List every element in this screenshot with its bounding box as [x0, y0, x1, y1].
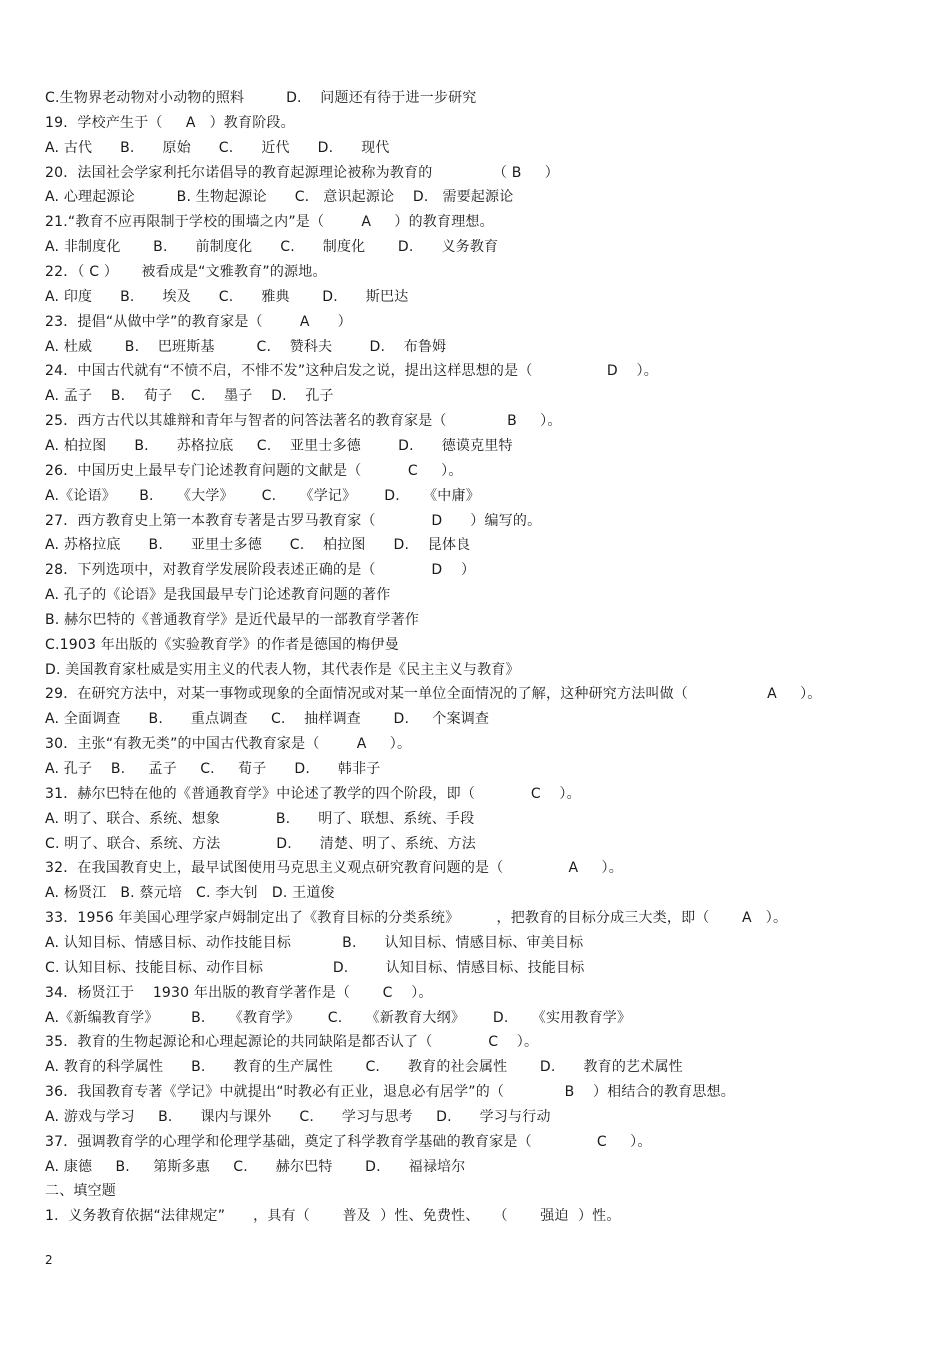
text-line: A. 全面调查 B. 重点调查 C. 抽样调查 D. 个案调查	[45, 711, 490, 728]
text-line: 二、填空题	[45, 1183, 116, 1200]
text-line: A. 古代 B. 原始 C. 近代 D. 现代	[45, 139, 390, 156]
text-line: A. 非制度化 B. 前制度化 C. 制度化 D. 义务教育	[45, 239, 499, 256]
text-line: A.《论语》 B. 《大学》 C. 《学记》 D. 《中庸》	[45, 487, 480, 504]
text-line: 28．下列选项中，对教育学发展阶段表述正确的是（ D ）	[45, 562, 476, 579]
text-line: 25．西方古代以其雄辩和青年与智者的问答法著名的教育家是（ B ）。	[45, 413, 562, 430]
text-line: 31．赫尔巴特在他的《普通教育学》中论述了教学的四个阶段，即（ C ）。	[45, 785, 581, 802]
text-line: 23．提倡“从做中学”的教育家是（ A ）	[45, 313, 352, 330]
text-line: 34．杨贤江于 1930 年出版的教育学著作是（ C ）。	[45, 984, 433, 1001]
text-line: A. 心理起源论 B. 生物起源论 C. 意识起源论 D. 需要起源论	[45, 189, 514, 206]
text-line: 24．中国古代就有“不愤不启，不悱不发”这种启发之说，提出这样思想的是（ D ）。	[45, 363, 658, 380]
text-line: C. 明了、联合、系统、方法 D. 清楚、明了、系统、方法	[45, 835, 477, 852]
text-line: C. 认知目标、技能目标、动作目标 D. 认知目标、情感目标、技能目标	[45, 959, 585, 976]
text-line: A. 印度 B. 埃及 C. 雅典 D. 斯巴达	[45, 288, 409, 305]
text-line: 32．在我国教育史上，最早试图使用马克思主义观点研究教育问题的是（ A ）。	[45, 860, 623, 877]
text-line: 19．学校产生于（ A ）教育阶段。	[45, 114, 295, 131]
text-line: A. 孟子 B. 荀子 C. 墨子 D. 孔子	[45, 388, 334, 405]
text-line: D. 美国教育家杜威是实用主义的代表人物，其代表作是《民主主义与教育》	[45, 661, 520, 678]
text-line: A. 康德 B. 第斯多惠 C. 赫尔巴特 D. 福禄培尔	[45, 1158, 466, 1175]
text-line: A. 苏格拉底 B. 亚里士多德 C. 柏拉图 D. 昆体良	[45, 537, 471, 554]
text-line: 21.“教育不应再限制于学校的围墙之内”是（ A ）的教育理想。	[45, 214, 494, 231]
text-line: A. 杨贤江 B. 蔡元培 C. 李大钊 D. 王道俊	[45, 885, 335, 902]
text-line: 30．主张“有教无类”的中国古代教育家是（ A ）。	[45, 736, 412, 753]
text-line: 37．强调教育学的心理学和伦理学基础，奠定了科学教育学基础的教育家是（ C ）。	[45, 1133, 652, 1150]
text-line: A. 孔子的《论语》是我国最早专门论述教育问题的著作	[45, 587, 391, 603]
text-line: C.生物界老动物对小动物的照料 D. 问题还有待于进一步研究	[45, 90, 477, 106]
text-line: A. 柏拉图 B. 苏格拉底 C. 亚里士多德 D. 德谟克里特	[45, 437, 513, 454]
text-line: 22．（ C ） 被看成是“文雅教育”的源地。	[45, 264, 327, 280]
text-line: 35．教育的生物起源论和心理起源论的共同缺陷是都否认了（ C ）。	[45, 1034, 539, 1051]
text-line: 1．义务教育依据“法律规定” ，具有（ 普及 ）性、免费性、 （ 强迫 ）性。	[45, 1208, 621, 1225]
text-line: A. 孔子 B. 孟子 C. 荀子 D. 韩非子	[45, 761, 381, 777]
text-line: 26．中国历史上最早专门论述教育问题的文献是（ C ）。	[45, 462, 463, 479]
text-line: A. 教育的科学属性 B. 教育的生产属性 C. 教育的社会属性 D. 教育的艺术属性	[45, 1059, 683, 1076]
text-line: A. 游戏与学习 B. 课内与课外 C. 学习与思考 D. 学习与行动	[45, 1108, 551, 1125]
text-line: A.《新编教育学》 B. 《教育学》 C. 《新教育大纲》 D. 《实用教育学》	[45, 1009, 632, 1026]
text-line: A. 明了、联合、系统、想象 B. 明了、联想、系统、手段	[45, 810, 475, 827]
text-line: B. 赫尔巴特的《普通教育学》是近代最早的一部教育学著作	[45, 611, 420, 628]
text-line: 29．在研究方法中，对某一事物或现象的全面情况或对某一单位全面情况的了解，这种研究方法叫做（ A ）。	[45, 686, 822, 703]
page-number: 2	[45, 1253, 53, 1267]
text-line: A. 杜威 B. 巴班斯基 C. 赞科夫 D. 布鲁姆	[45, 338, 447, 355]
text-line: 36．我国教育专著《学记》中就提出“时教必有正业，退息必有居学”的（ B ）相结合的教育思想。	[45, 1084, 735, 1100]
text-line: 33．1956 年美国心理学家卢姆制定出了《教育目标的分类系统》 ，把教育的目标分成三大类，即（ A ）。	[45, 910, 788, 927]
text-line: C.1903 年出版的《实验教育学》的作者是德国的梅伊曼	[45, 636, 399, 653]
text-line: 27．西方教育史上第一本教育专著是古罗马教育家（ D ）编写的。	[45, 512, 542, 529]
text-line: 20．法国社会学家利托尔诺倡导的教育起源理论被称为教育的 （ B ）	[45, 164, 559, 181]
text-line: A. 认知目标、情感目标、动作技能目标 B. 认知目标、情感目标、审美目标	[45, 934, 584, 951]
